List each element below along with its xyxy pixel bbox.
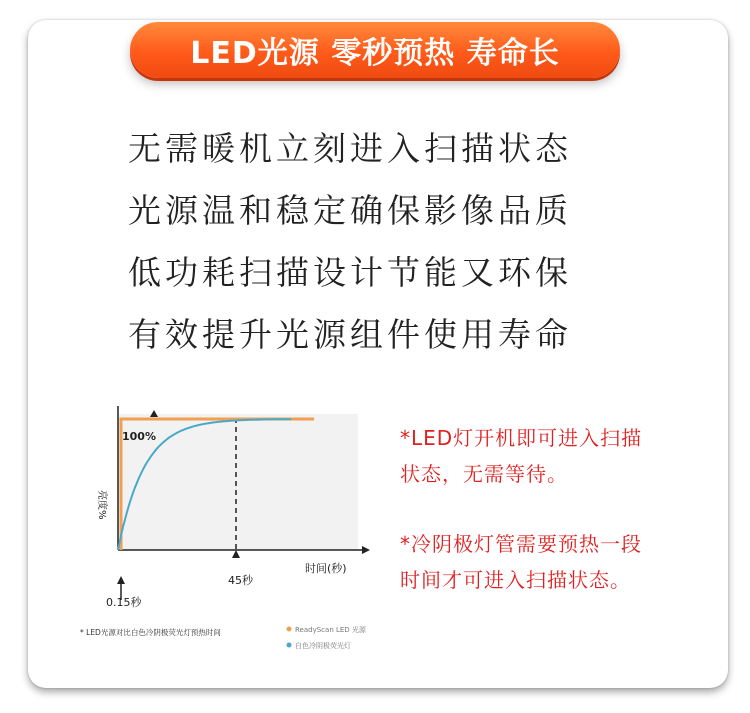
legend-led-swatch bbox=[287, 627, 292, 632]
warmup-chart bbox=[0, 400, 380, 660]
note-ccfl bbox=[400, 526, 700, 598]
chart-footnote: * LED光源对比白色冷阴极荧光灯预热时间 bbox=[80, 628, 221, 637]
top-marker bbox=[150, 410, 158, 417]
feature-line: 光源温和稳定确保影像品质 bbox=[128, 191, 572, 230]
label-015s: 0.15秒 bbox=[106, 596, 142, 609]
x-axis-label: 时间(秒) bbox=[305, 562, 347, 575]
y-axis-label: 亮度% bbox=[96, 490, 107, 520]
legend-led-label: ReadyScan LED 光源 bbox=[295, 626, 366, 634]
feature-line: 无需暖机立刻进入扫描状态 bbox=[128, 129, 572, 168]
note-led bbox=[400, 420, 700, 492]
legend-ccfl-swatch bbox=[287, 643, 292, 648]
feature-line: 有效提升光源组件使用寿命 bbox=[128, 315, 572, 354]
label-100-percent: 100% bbox=[122, 430, 156, 443]
feature-line: 低功耗扫描设计节能又环保 bbox=[128, 253, 572, 292]
x-axis-arrow bbox=[362, 546, 370, 554]
banner-title: LED光源 零秒预热 寿命长 bbox=[130, 22, 620, 78]
note-ccfl-line: *冷阴极灯管需要预热一段 bbox=[400, 532, 642, 556]
label-45s: 45秒 bbox=[228, 574, 253, 587]
feature-list bbox=[128, 118, 628, 366]
legend-ccfl-label: 白色冷阴极荧光灯 bbox=[295, 642, 351, 650]
note-ccfl-line: 时间才可进入扫描状态。 bbox=[400, 568, 631, 592]
note-led-line: *LED灯开机即可进入扫描 bbox=[400, 426, 643, 450]
arrow-015s-head bbox=[117, 576, 125, 584]
tick-45s-marker bbox=[232, 550, 240, 558]
note-led-line: 状态，无需等待。 bbox=[400, 462, 568, 486]
